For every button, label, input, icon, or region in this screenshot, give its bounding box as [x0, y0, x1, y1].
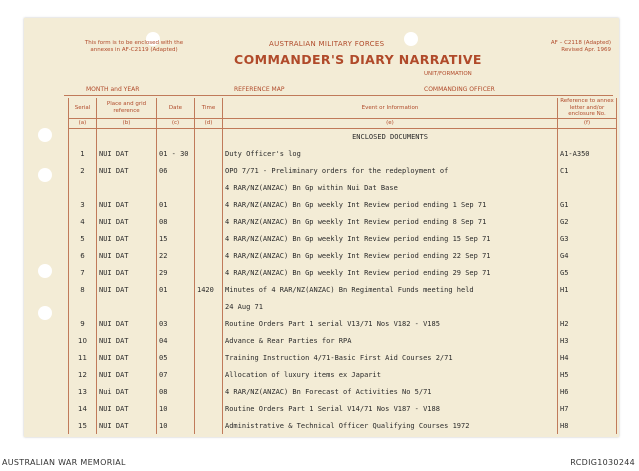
event-cell: Routine Orders Part 1 serial V13/71 Nos V182 - V185: [223, 315, 558, 332]
date-cell: 04: [157, 332, 195, 349]
date-cell: [157, 298, 195, 315]
place-cell: NUI DAT: [97, 196, 157, 213]
serial-cell: 6: [69, 247, 97, 264]
table-row: [69, 400, 617, 417]
commanding-officer-label: COMMANDING OFFICER: [424, 86, 495, 93]
time-cell: [195, 128, 223, 145]
time-cell: [195, 417, 223, 434]
form-code-text: AF – C2118 (Adapted): [550, 40, 611, 46]
event-cell: Minutes of 4 RAR/NZ(ANZAC) Bn Regimental Funds meeting held: [223, 281, 558, 298]
time-cell: [195, 162, 223, 179]
reference-cell: G5: [558, 264, 617, 281]
event-cell: 4 RAR/NZ(ANZAC) Bn Gp weekly Int Review period ending 15 Sep 71: [223, 230, 558, 247]
punch-hole: [404, 32, 418, 46]
place-cell: NUI DAT: [97, 332, 157, 349]
table-row: [69, 179, 617, 196]
time-cell: [195, 230, 223, 247]
time-cell: [195, 332, 223, 349]
column-letter: (a): [69, 118, 97, 128]
month-year-label: MONTH and YEAR: [86, 86, 140, 93]
meta-divider: [64, 95, 613, 96]
punch-hole: [38, 306, 52, 320]
place-cell: [97, 179, 157, 196]
time-cell: [195, 298, 223, 315]
table-row: [69, 162, 617, 179]
serial-cell: 3: [69, 196, 97, 213]
reference-cell: [558, 298, 617, 315]
table-row: [69, 349, 617, 366]
footer-record-id: RCDIG1030244: [570, 458, 635, 467]
reference-cell: H3: [558, 332, 617, 349]
time-cell: [195, 264, 223, 281]
serial-cell: 10: [69, 332, 97, 349]
date-cell: [157, 128, 195, 145]
date-cell: 08: [157, 383, 195, 400]
date-cell: 01: [157, 281, 195, 298]
date-cell: 01: [157, 196, 195, 213]
time-cell: [195, 247, 223, 264]
time-cell: [195, 179, 223, 196]
place-cell: NUI DAT: [97, 417, 157, 434]
date-cell: [157, 179, 195, 196]
reference-cell: H1: [558, 281, 617, 298]
column-letter-row: [69, 118, 617, 128]
serial-cell: 1: [69, 145, 97, 162]
reference-cell: G4: [558, 247, 617, 264]
reference-cell: H7: [558, 400, 617, 417]
table-row: [69, 145, 617, 162]
event-cell: 4 RAR/NZ(ANZAC) Bn Forecast of Activities No 5/71: [223, 383, 558, 400]
time-cell: [195, 383, 223, 400]
event-cell: 4 RAR/NZ(ANZAC) Bn Gp weekly Int Review period ending 1 Sep 71: [223, 196, 558, 213]
place-cell: NUI DAT: [97, 315, 157, 332]
organisation-name: AUSTRALIAN MILITARY FORCES: [269, 40, 385, 48]
form-revised-text: Revised Apr. 1969: [561, 47, 611, 53]
column-header: Event or Information: [223, 98, 558, 118]
table-row: [69, 417, 617, 434]
date-cell: 05: [157, 349, 195, 366]
time-cell: [195, 196, 223, 213]
reference-cell: H8: [558, 417, 617, 434]
table-row: [69, 213, 617, 230]
reference-map-label: REFERENCE MAP: [234, 86, 285, 93]
serial-cell: 5: [69, 230, 97, 247]
date-cell: 01 - 30: [157, 145, 195, 162]
form-note: This form is to be enclosed with the annexes in AF-C2119 (Adapted): [84, 40, 184, 53]
place-cell: NUI DAT: [97, 281, 157, 298]
column-header: Date: [157, 98, 195, 118]
table-row: [69, 247, 617, 264]
table-row: [69, 196, 617, 213]
place-cell: NUI DAT: [97, 230, 157, 247]
reference-cell: H6: [558, 383, 617, 400]
serial-cell: 13: [69, 383, 97, 400]
table-row: [69, 230, 617, 247]
table-row: [69, 332, 617, 349]
column-letter: (f): [558, 118, 617, 128]
place-cell: NUI DAT: [97, 366, 157, 383]
time-cell: [195, 213, 223, 230]
time-cell: [195, 315, 223, 332]
reference-cell: H5: [558, 366, 617, 383]
table-row: [69, 383, 617, 400]
time-cell: [195, 349, 223, 366]
serial-cell: 2: [69, 162, 97, 179]
table-row: [69, 128, 617, 145]
punch-hole: [38, 168, 52, 182]
serial-cell: 9: [69, 315, 97, 332]
date-cell: 10: [157, 417, 195, 434]
table-row: [69, 315, 617, 332]
form-code: [551, 40, 611, 54]
serial-cell: [69, 128, 97, 145]
column-header: Reference to annex letter and/or enclosure No.: [558, 98, 617, 118]
column-letter: (e): [223, 118, 558, 128]
serial-cell: [69, 179, 97, 196]
unit-formation-label: UNIT/FORMATION: [424, 71, 472, 77]
place-cell: NUI DAT: [97, 162, 157, 179]
time-cell: [195, 366, 223, 383]
serial-cell: [69, 298, 97, 315]
event-cell: Duty Officer's log: [223, 145, 558, 162]
event-cell: Administrative & Technical Officer Qualifying Courses 1972: [223, 417, 558, 434]
table-row: [69, 366, 617, 383]
serial-cell: 12: [69, 366, 97, 383]
serial-cell: 4: [69, 213, 97, 230]
reference-cell: [558, 128, 617, 145]
column-header-row: [69, 98, 617, 118]
serial-cell: 11: [69, 349, 97, 366]
reference-cell: H2: [558, 315, 617, 332]
event-cell: Training Instruction 4/71-Basic First Aid Courses 2/71: [223, 349, 558, 366]
form-title: COMMANDER'S DIARY NARRATIVE: [234, 52, 482, 67]
footer-institution: AUSTRALIAN WAR MEMORIAL: [2, 458, 126, 467]
place-cell: NUI DAT: [97, 400, 157, 417]
reference-cell: [558, 179, 617, 196]
diary-sheet: [24, 18, 619, 437]
column-letter: (d): [195, 118, 223, 128]
date-cell: 06: [157, 162, 195, 179]
date-cell: 07: [157, 366, 195, 383]
column-header: Place and grid reference: [97, 98, 157, 118]
time-cell: 1420: [195, 281, 223, 298]
place-cell: [97, 128, 157, 145]
event-cell: Allocation of luxury items ex Japarit: [223, 366, 558, 383]
event-cell: OPO 7/71 - Preliminary orders for the redeployment of: [223, 162, 558, 179]
table-row: [69, 281, 617, 298]
reference-cell: C1: [558, 162, 617, 179]
event-cell: 4 RAR/NZ(ANZAC) Bn Gp within Nui Dat Base: [223, 179, 558, 196]
column-header: Time: [195, 98, 223, 118]
reference-cell: H4: [558, 349, 617, 366]
event-cell: Advance & Rear Parties for RPA: [223, 332, 558, 349]
place-cell: [97, 298, 157, 315]
place-cell: Nui DAT: [97, 383, 157, 400]
event-cell: 24 Aug 71: [223, 298, 558, 315]
date-cell: 29: [157, 264, 195, 281]
date-cell: 22: [157, 247, 195, 264]
diary-rows: [69, 128, 617, 434]
reference-cell: A1-A350: [558, 145, 617, 162]
table-row: [69, 264, 617, 281]
serial-cell: 15: [69, 417, 97, 434]
place-cell: NUI DAT: [97, 264, 157, 281]
column-letter: (b): [97, 118, 157, 128]
place-cell: NUI DAT: [97, 213, 157, 230]
date-cell: 10: [157, 400, 195, 417]
serial-cell: 7: [69, 264, 97, 281]
place-cell: NUI DAT: [97, 145, 157, 162]
serial-cell: 8: [69, 281, 97, 298]
punch-hole: [38, 264, 52, 278]
column-letter: (c): [157, 118, 195, 128]
date-cell: 08: [157, 213, 195, 230]
time-cell: [195, 145, 223, 162]
serial-cell: 14: [69, 400, 97, 417]
place-cell: NUI DAT: [97, 349, 157, 366]
event-cell: Routine Orders Part 1 Serial V14/71 Nos V187 - V188: [223, 400, 558, 417]
column-header: Serial: [69, 98, 97, 118]
event-cell: 4 RAR/NZ(ANZAC) Bn Gp weekly Int Review period ending 22 Sep 71: [223, 247, 558, 264]
reference-cell: G1: [558, 196, 617, 213]
reference-cell: G3: [558, 230, 617, 247]
date-cell: 03: [157, 315, 195, 332]
time-cell: [195, 400, 223, 417]
event-cell: 4 RAR/NZ(ANZAC) Bn Gp weekly Int Review period ending 8 Sep 71: [223, 213, 558, 230]
date-cell: 15: [157, 230, 195, 247]
reference-cell: G2: [558, 213, 617, 230]
event-cell: 4 RAR/NZ(ANZAC) Bn Gp weekly Int Review period ending 29 Sep 71: [223, 264, 558, 281]
diary-table: [68, 98, 617, 434]
place-cell: NUI DAT: [97, 247, 157, 264]
table-row: [69, 298, 617, 315]
punch-hole: [38, 128, 52, 142]
event-cell: ENCLOSED DOCUMENTS: [223, 128, 558, 145]
